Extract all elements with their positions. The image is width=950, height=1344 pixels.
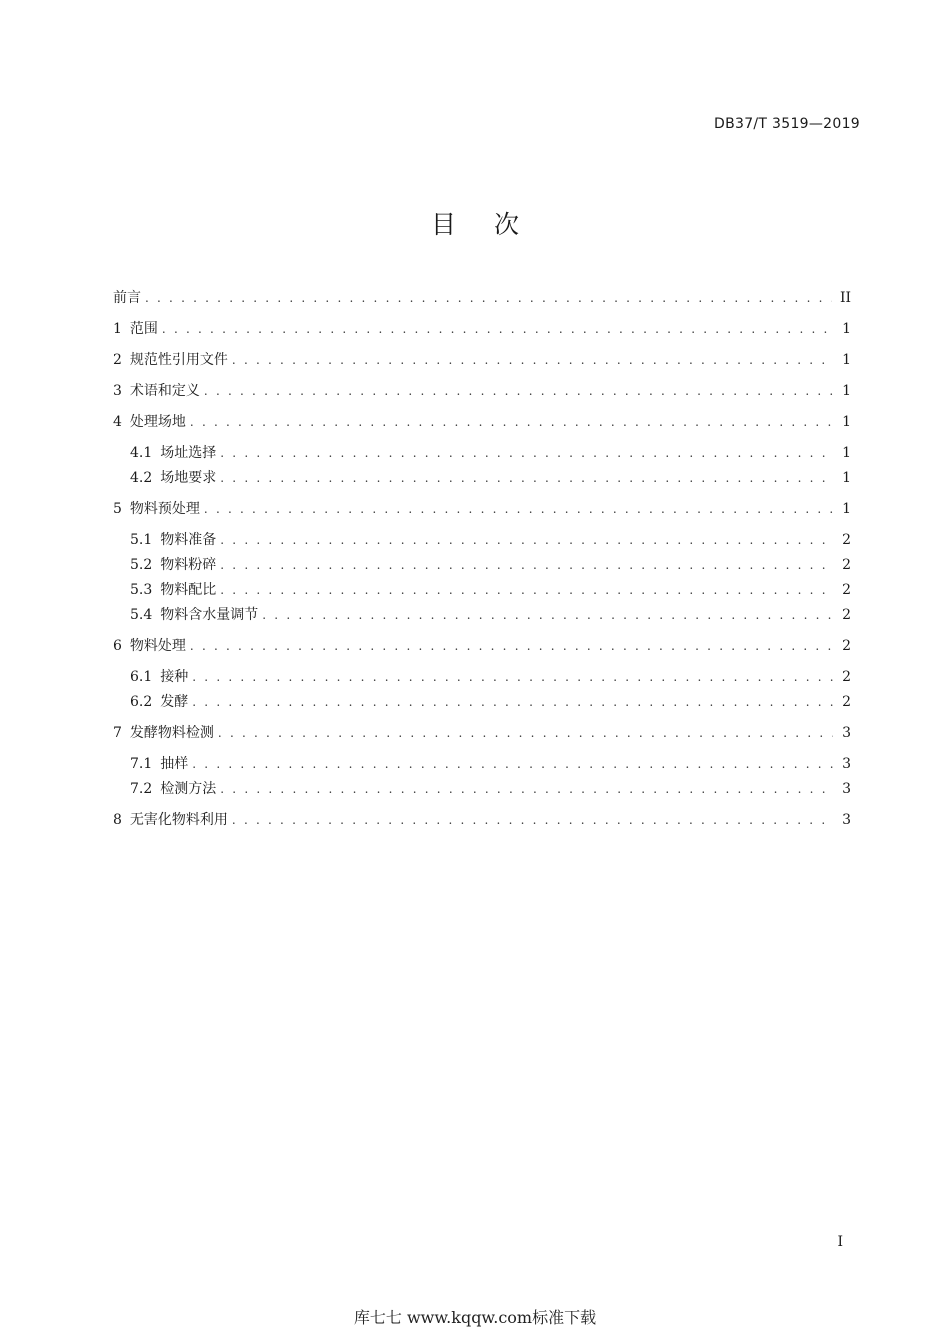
toc-entry-number: 5.4 xyxy=(130,607,153,623)
toc-entry[interactable] xyxy=(113,350,851,370)
toc-entry[interactable] xyxy=(113,530,851,550)
toc-leader-dots xyxy=(220,443,833,463)
toc-entry-number: 5.1 xyxy=(130,532,153,548)
toc-entry-number: 5.3 xyxy=(130,582,153,598)
toc-entry[interactable] xyxy=(113,692,851,712)
toc-leader-dots xyxy=(232,350,833,370)
toc-entry-label xyxy=(130,580,220,600)
toc-entry-number: 4 xyxy=(113,414,122,430)
toc-entry-label xyxy=(130,692,192,712)
toc-title-char-2: 次 xyxy=(494,210,520,239)
toc-entry-label xyxy=(113,723,218,743)
toc-entry-title: 范围 xyxy=(129,321,158,337)
toc-entry-page: 2 xyxy=(842,638,851,654)
toc-entry-page: 1 xyxy=(842,352,851,368)
toc-entry-title: 前言 xyxy=(113,290,141,306)
toc-leader-dots xyxy=(204,499,833,519)
toc-entry-page: 2 xyxy=(842,532,851,548)
toc-entry-page: 1 xyxy=(842,470,851,486)
toc-entry-title: 规范性引用文件 xyxy=(129,352,228,368)
toc-entry-label xyxy=(130,667,192,687)
toc-entry-title: 发酵 xyxy=(160,694,189,710)
toc-entry-label xyxy=(130,555,220,575)
toc-entry[interactable] xyxy=(113,555,851,575)
toc-entry-label xyxy=(113,810,232,830)
toc-leader-dots xyxy=(220,779,833,799)
toc-title-char-1: 目 xyxy=(430,210,456,239)
toc-entry-label xyxy=(130,605,262,625)
toc-leader-dots xyxy=(162,319,833,339)
toc-entry-number: 6.1 xyxy=(130,669,153,685)
toc-entry-number: 7.2 xyxy=(130,781,153,797)
toc-entry-page: 3 xyxy=(842,781,851,797)
toc-entry-page: 1 xyxy=(842,321,851,337)
toc-entry-title: 检测方法 xyxy=(160,781,217,797)
toc-entry-title: 场址选择 xyxy=(160,445,217,461)
toc-entry-title: 物料预处理 xyxy=(129,501,200,517)
toc-title xyxy=(0,205,950,241)
toc-entry-page: 3 xyxy=(842,725,851,741)
toc-entry[interactable] xyxy=(113,443,851,463)
toc-entry-number: 6 xyxy=(113,638,122,654)
toc-entry-page: 3 xyxy=(842,812,851,828)
toc-entry[interactable] xyxy=(113,288,851,308)
toc-entry-page: 2 xyxy=(842,669,851,685)
toc-entry[interactable] xyxy=(113,754,851,774)
toc-entry-number: 4.2 xyxy=(130,470,153,486)
toc-entry[interactable] xyxy=(113,779,851,799)
toc-leader-dots xyxy=(232,810,833,830)
toc-leader-dots xyxy=(220,555,833,575)
toc-entry-page: 2 xyxy=(842,607,851,623)
toc-entry-page: 2 xyxy=(842,582,851,598)
toc-entry[interactable] xyxy=(113,723,851,743)
toc-entry[interactable] xyxy=(113,580,851,600)
toc-entry-label xyxy=(113,381,204,401)
toc-entry-number: 4.1 xyxy=(130,445,153,461)
toc-entry-number: 2 xyxy=(113,352,122,368)
table-of-contents xyxy=(113,288,851,830)
toc-entry[interactable] xyxy=(113,499,851,519)
toc-leader-dots xyxy=(192,667,833,687)
toc-entry-title: 术语和定义 xyxy=(129,383,200,399)
toc-leader-dots xyxy=(220,468,833,488)
toc-entry-title: 物料配比 xyxy=(160,582,217,598)
toc-entry-number: 7.1 xyxy=(130,756,153,772)
toc-entry-label xyxy=(113,499,204,519)
toc-leader-dots xyxy=(220,530,833,550)
toc-entry-page: 1 xyxy=(842,383,851,399)
toc-leader-dots xyxy=(190,636,833,656)
toc-entry-page: 3 xyxy=(842,756,851,772)
toc-entry-number: 6.2 xyxy=(130,694,153,710)
toc-entry[interactable] xyxy=(113,381,851,401)
toc-entry-label xyxy=(130,468,220,488)
toc-entry-label xyxy=(113,636,190,656)
toc-entry-page: 1 xyxy=(842,445,851,461)
toc-leader-dots xyxy=(262,605,833,625)
footer-watermark: 库七七 www.kqqw.com标准下载 xyxy=(353,1308,597,1327)
toc-entry-number: 5 xyxy=(113,501,122,517)
toc-entry-title: 处理场地 xyxy=(129,414,186,430)
toc-entry-title: 物料含水量调节 xyxy=(160,607,259,623)
toc-entry-title: 发酵物料检测 xyxy=(129,725,214,741)
toc-entry-label xyxy=(130,754,192,774)
toc-leader-dots xyxy=(145,288,832,308)
toc-entry-page: 1 xyxy=(842,501,851,517)
document-code: DB37/T 3519—2019 xyxy=(714,116,860,132)
toc-entry-title: 无害化物料利用 xyxy=(129,812,228,828)
toc-entry-label xyxy=(113,412,190,432)
toc-leader-dots xyxy=(192,754,833,774)
toc-entry[interactable] xyxy=(113,636,851,656)
toc-entry-label xyxy=(113,288,145,308)
toc-entry-label xyxy=(130,530,220,550)
toc-entry[interactable] xyxy=(113,468,851,488)
toc-leader-dots xyxy=(218,723,833,743)
toc-entry-number: 8 xyxy=(113,812,122,828)
toc-entry-label xyxy=(130,779,220,799)
page-number: I xyxy=(837,1234,843,1250)
toc-leader-dots xyxy=(190,412,833,432)
toc-leader-dots xyxy=(220,580,833,600)
toc-entry-title: 抽样 xyxy=(160,756,189,772)
toc-entry-page: II xyxy=(839,290,851,306)
toc-entry-number: 3 xyxy=(113,383,122,399)
toc-entry-page: 1 xyxy=(842,414,851,430)
toc-entry-title: 接种 xyxy=(160,669,189,685)
toc-entry-label xyxy=(113,319,162,339)
toc-entry[interactable] xyxy=(113,810,851,830)
toc-entry-page: 2 xyxy=(842,557,851,573)
toc-entry[interactable] xyxy=(113,667,851,687)
toc-entry-title: 物料粉碎 xyxy=(160,557,217,573)
toc-leader-dots xyxy=(192,692,833,712)
toc-entry-number: 7 xyxy=(113,725,122,741)
toc-entry-page: 2 xyxy=(842,694,851,710)
toc-entry-title: 场地要求 xyxy=(160,470,217,486)
toc-entry-label xyxy=(130,443,220,463)
toc-entry[interactable] xyxy=(113,412,851,432)
toc-entry-title: 物料处理 xyxy=(129,638,186,654)
toc-entry[interactable] xyxy=(113,605,851,625)
toc-entry-label xyxy=(113,350,232,370)
toc-entry-number: 5.2 xyxy=(130,557,153,573)
toc-entry-number: 1 xyxy=(113,321,122,337)
toc-entry-title: 物料准备 xyxy=(160,532,217,548)
toc-leader-dots xyxy=(204,381,833,401)
toc-entry[interactable] xyxy=(113,319,851,339)
